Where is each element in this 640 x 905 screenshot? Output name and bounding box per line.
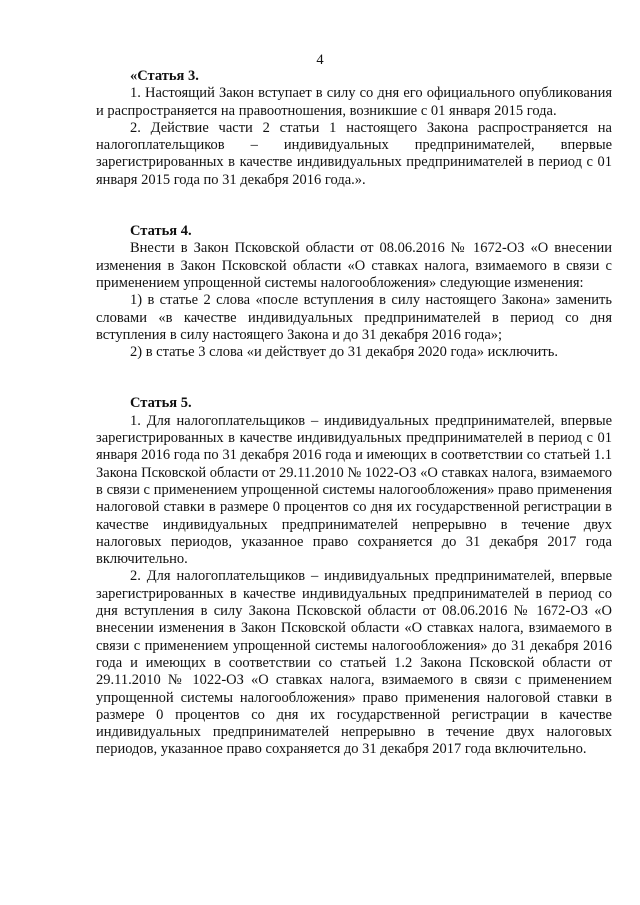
article-5	[96, 395, 612, 758]
article-5-paragraph-2: 2. Для налогоплательщиков – индивидуальных предпринимателей, впервые зарегистрированных в качестве индивидуальных предпринимателей в период со дня вступления в силу Закона Псковской области от 08.06.2016 № 1672-ОЗ «О внесении изменения в Закон Псковской области «О ставках налога, взимаемого в связи с применением упрощенной системы налогообложения» до 31 декабря 2016 года и имеющих в соответствии со статьей 1.2 Закона Псковской области от 29.11.2010 № 1022-ОЗ «О ставках налога, взимаемого в связи с применением упрощенной системы налогообложения» право применения налоговой ставки в размере 0 процентов со дня их государственной регистрации в качестве индивидуальных предпринимателей непрерывно в течение двух налоговых периодов, указанное право сохраняется до 31 декабря 2017 года включительно.	[96, 568, 612, 758]
article-3-heading: «Статья 3.	[130, 68, 199, 84]
article-4-item-1: 1) в статье 2 слова «после вступления в силу настоящего Закона» заменить словами «в качестве индивидуальных предпринимателей в период со дня вступления в силу настоящего Закона и до 31 декабря 2016 года»;	[96, 292, 612, 343]
article-5-paragraph-1: 1. Для налогоплательщиков – индивидуальных предпринимателей, впервые зарегистрированных в качестве индивидуальных предпринимателей в период с 01 января 2016 года по 31 декабря 2016 года и имеющих в соответствии со статьей 1.1 Закона Псковской области от 29.11.2010 № 1022-ОЗ «О ставках налога, взимаемого в связи с применением упрощенной системы налогообложения» право применения налоговой ставки в размере 0 процентов со дня их государственной регистрации в качестве индивидуальных предпринимателей непрерывно в течение двух налоговых периодов, указанное право сохраняется до 31 декабря 2017 года включительно.	[96, 412, 612, 568]
page-number: 4	[316, 52, 324, 68]
article-4-item-2: 2) в статье 3 слова «и действует до 31 декабря 2020 года» исключить.	[130, 344, 558, 361]
article-4-heading: Статья 4.	[130, 223, 192, 240]
document-body	[96, 68, 612, 759]
article-3-paragraph-2: 2. Действие части 2 статьи 1 настоящего Закона распространяется на налогоплательщиков – индивидуальных предпринимателей, впервые зарегистрированных в качестве индивидуальных предпринимателей в период с 01 января 2015 года по 31 декабря 2016 года.».	[96, 119, 612, 188]
article-3	[96, 68, 612, 189]
article-3-paragraph-1: 1. Настоящий Закон вступает в силу со дня его официального опубликования и распространяется на правоотношения, возникшие с 01 января 2015 года.	[96, 85, 612, 119]
article-4-intro: Внести в Закон Псковской области от 08.06.2016 № 1672-ОЗ «О внесении изменения в Закон Псковской области «О ставках налога, взимаемого в связи с применением упрощенной системы налогообложения» следующие изменения:	[96, 240, 612, 291]
article-5-heading: Статья 5.	[130, 395, 192, 412]
spacer	[96, 361, 612, 395]
spacer	[96, 189, 612, 223]
article-4	[96, 223, 612, 361]
